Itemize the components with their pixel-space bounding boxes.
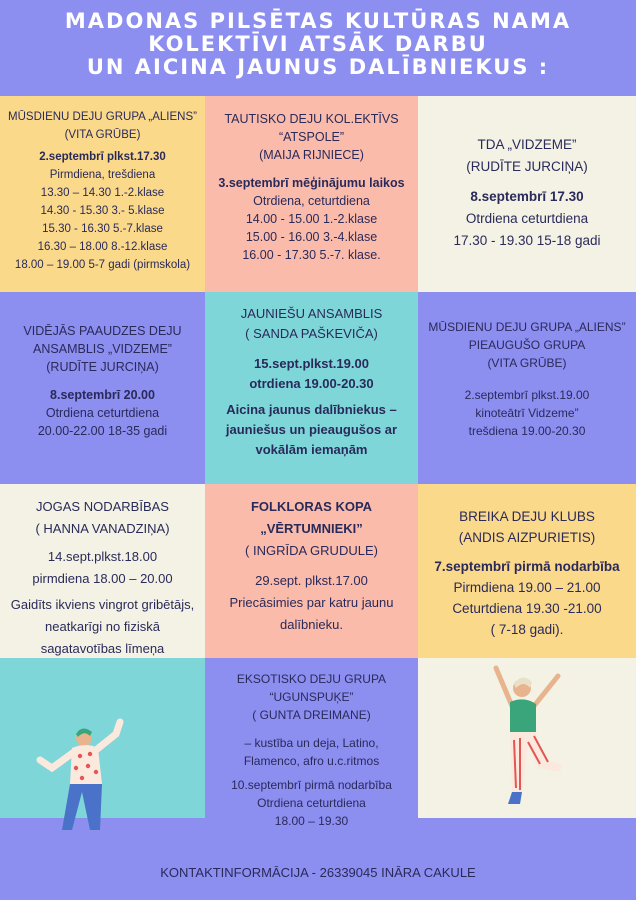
card-breika bbox=[418, 484, 636, 658]
card-schedule: 18.00 – 19.00 5-7 gadi (pirmskola) bbox=[14, 259, 191, 271]
card-leader: ( HANNA VANADZIŅA) bbox=[35, 521, 170, 536]
card-title: EKSOTISKO DEJU GRUPA bbox=[236, 672, 387, 686]
card-tda bbox=[418, 96, 636, 292]
card-jauniesu bbox=[205, 292, 418, 484]
card-title: FOLKLORAS KOPA bbox=[250, 499, 373, 514]
contact-footer: KONTAKTINFORMĀCIJA - 26339045 INĀRA CAKULE bbox=[160, 865, 476, 880]
card-note: Gaidīts ikviens vingrot gribētājs, bbox=[10, 597, 195, 612]
card-title: „VĒRTUMNIEKI” bbox=[260, 521, 363, 536]
card-days: Otrdiena ceturtdiena bbox=[45, 406, 160, 420]
card-title: “UGUNSPUĶE” bbox=[269, 690, 354, 704]
card-title: BREIKA DEJU KLUBS bbox=[459, 509, 595, 524]
card-date: 10.septembrī pirmā nodarbība bbox=[231, 778, 392, 792]
card-time: 18.00 – 19.30 bbox=[274, 814, 349, 828]
card-vidzeme bbox=[0, 292, 205, 484]
dancer-woman-illustration bbox=[478, 660, 588, 810]
card-date: 2.septembrī plkst.17.30 bbox=[39, 151, 166, 163]
card-place: kinoteātrī Vidzeme” bbox=[475, 406, 579, 420]
card-note: vokālām iemaņām bbox=[255, 442, 368, 457]
card-note: Flamenco, afro u.c.ritmos bbox=[243, 754, 380, 768]
card-title: VIDĒJĀS PAAUDZES DEJU bbox=[23, 324, 182, 338]
card-title: MŪSDIENU DEJU GRUPA „ALIENS” bbox=[428, 320, 626, 334]
card-leader: (MAIJA RIJNIECE) bbox=[259, 148, 364, 162]
card-note: neatkarīgi no fiziskā bbox=[45, 619, 160, 634]
card-title: TDA „VIDZEME” bbox=[477, 137, 577, 152]
card-leader: (RUDĪTE JURCIŅA) bbox=[46, 360, 159, 374]
card-date: 29.sept. plkst.17.00 bbox=[255, 573, 368, 588]
card-title: TAUTISKO DEJU KOL.EKTĪVS bbox=[224, 112, 399, 126]
card-title: PIEAUGUŠO GRUPA bbox=[468, 338, 586, 352]
card-days: Otrdiena ceturtdiena bbox=[465, 211, 589, 226]
card-days: Otrdiena ceturtdiena bbox=[257, 796, 366, 810]
card-date: 2.septembrī plkst.19.00 bbox=[464, 388, 590, 402]
card-note: sagatavotības līmeņa bbox=[40, 641, 165, 656]
card-schedule: 16.00 - 17.30 5.-7. klase. bbox=[242, 248, 381, 262]
card-folklora bbox=[205, 484, 418, 658]
header-line-1: MADONAS PILSĒTAS KULTŪRAS NAMA bbox=[64, 9, 572, 33]
card-schedule: Pirmdiena 19.00 – 21.00 bbox=[453, 580, 601, 595]
card-leader: (ANDIS AIZPURIETIS) bbox=[458, 530, 596, 545]
card-note: Priecāsimies par katru jaunu bbox=[229, 595, 394, 610]
card-leader: ( SANDA PAŠKEVIČA) bbox=[245, 326, 378, 341]
card-note: – kustība un deja, Latino, bbox=[244, 736, 379, 750]
header-line-2: KOLEKTĪVI ATSĀK DARBU bbox=[148, 32, 488, 56]
dancer-man-illustration bbox=[30, 712, 140, 832]
card-date: 14.sept.plkst.18.00 bbox=[47, 549, 158, 564]
card-schedule: Ceturtdiena 19.30 -21.00 bbox=[452, 601, 602, 616]
card-leader: ( GUNTA DREIMANE) bbox=[252, 708, 371, 722]
card-date: 7.septembrī pirmā nodarbība bbox=[434, 559, 620, 574]
card-date: 15.sept.plkst.19.00 bbox=[254, 356, 369, 371]
card-days: Pirmdiena, trešdiena bbox=[49, 169, 156, 181]
card-date: 8.septembrī 17.30 bbox=[470, 189, 584, 204]
card-note: jauniešus un pieaugušos ar bbox=[225, 422, 398, 437]
card-title: MŪSDIENU DEJU GRUPA „ALIENS” bbox=[8, 111, 197, 123]
card-date: 8.septembrī 20.00 bbox=[50, 388, 155, 402]
card-schedule: 13.30 – 14.30 1.-2.klase bbox=[40, 187, 165, 199]
card-aliens-adult bbox=[418, 292, 636, 484]
card-time: 20.00-22.00 18-35 gadi bbox=[37, 424, 168, 438]
card-time: pirmdiena 18.00 – 20.00 bbox=[32, 571, 173, 586]
card-title: JAUNIEŠU ANSAMBLIS bbox=[240, 306, 383, 321]
card-schedule: 14.30 - 15.30 3.- 5.klase bbox=[40, 205, 165, 217]
card-jogas bbox=[0, 484, 205, 658]
card-schedule: 15.00 - 16.00 3.-4.klase bbox=[245, 230, 378, 244]
card-leader: (VITA GRŪBE) bbox=[64, 129, 141, 141]
card-time: otrdiena 19.00-20.30 bbox=[249, 376, 374, 391]
card-title: “ATSPOLE” bbox=[278, 130, 345, 144]
card-atspole bbox=[205, 96, 418, 292]
card-schedule: 15.30 - 16.30 5.-7.klase bbox=[42, 223, 163, 235]
card-schedule: 14.00 - 15.00 1.-2.klase bbox=[245, 212, 378, 226]
card-note: dalībnieku. bbox=[280, 617, 343, 632]
card-days: Otrdiena, ceturtdiena bbox=[253, 194, 370, 208]
card-schedule: 16.30 – 18.00 8.-12.klase bbox=[37, 241, 168, 253]
card-note: Aicina jaunus dalībniekus – bbox=[226, 402, 397, 417]
card-aliens bbox=[0, 96, 205, 292]
card-schedule: ( 7-18 gadi). bbox=[490, 622, 564, 637]
card-leader: (RUDĪTE JURCIŅA) bbox=[466, 159, 588, 174]
card-time: 17.30 - 19.30 15-18 gadi bbox=[453, 233, 601, 248]
card-leader: ( INGRĪDA GRUDULE) bbox=[245, 543, 378, 558]
header-line-3: UN AICINA JAUNUS DALĪBNIEKUS : bbox=[86, 55, 550, 79]
header bbox=[0, 0, 636, 96]
card-title: ANSAMBLIS „VIDZEME” bbox=[33, 342, 172, 356]
card-date: 3.septembrī mēģinājumu laikos bbox=[218, 176, 405, 190]
card-leader: (VITA GRŪBE) bbox=[487, 356, 567, 370]
card-ugunspuke bbox=[205, 658, 418, 845]
card-time: trešdiena 19.00-20.30 bbox=[468, 424, 586, 438]
card-title: JOGAS NODARBĪBAS bbox=[36, 499, 169, 514]
